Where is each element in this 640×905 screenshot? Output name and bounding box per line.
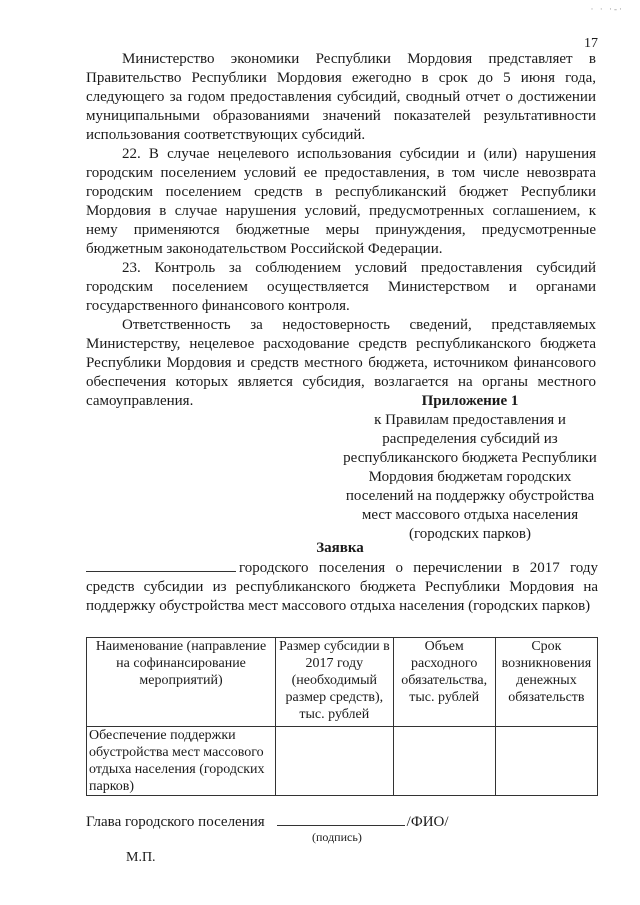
table-cell-term[interactable] [495, 727, 597, 796]
table-cell-volume[interactable] [393, 727, 495, 796]
stamp-place: М.П. [126, 850, 156, 865]
header-name: Наименование (направление на софинансирование мероприятий) [87, 638, 276, 727]
municipality-blank-field[interactable] [86, 557, 236, 572]
body-text [86, 50, 596, 411]
appendix-text: к Правилам предоставления и распределения субсидий из республиканского бюджета Республики Мордовия бюджетам городских поселений на поддержку обустройства мест массового отдыха населения (городских парков) [343, 412, 597, 542]
table-header-row [87, 638, 598, 727]
scan-artifact: · · ·‐· [590, 4, 624, 14]
signature-caption: (подпись) [312, 830, 362, 844]
header-subsidy-amount: Размер субсидии в 2017 году (необходимый размер средств), тыс. рублей [276, 638, 394, 727]
signature-fio: /ФИО/ [406, 814, 449, 830]
page-number: 17 [584, 36, 598, 51]
application-body: городского поселения о перечислении в 2017 году средств субсидии из республиканского бюджета Республики Мордовия на поддержку обустройства мест массового отдыха населения (городских парков) [86, 560, 598, 614]
signature-label: Глава городского поселения [86, 814, 265, 830]
paragraph-22: 22. В случае нецелевого использования субсидии и (или) нарушения городским поселением условий ее предоставления, в том числе невозврата городским поселением средств в республиканский бюджет Республики Мордовия в случае нарушения условий, предусмотренных соглашением, к нему применяются бюджетные меры принуждения, предусмотренные бюджетным законодательством Российской Федерации. [86, 146, 596, 257]
table-cell-name: Обеспечение поддержки обустройства мест массового отдыха населения (городских парков) [87, 727, 276, 796]
appendix-block [335, 392, 605, 544]
signature-line[interactable] [277, 812, 405, 826]
header-obligation-term: Срок возникновения денежных обязательств [495, 638, 597, 727]
paragraph-responsibility: Ответственность за недостоверность сведений, представляемых Министерству, нецелевое расходование средств республиканского бюджета Республики Мордовия и средств местного бюджета, источником финансового обеспечения которых является субсидия, возлагается на органы местного самоуправления. [86, 317, 596, 409]
application-text [86, 557, 598, 616]
signature-block [86, 812, 606, 844]
paragraph-report: Министерство экономики Республики Мордовия представляет в Правительство Республики Мордовия ежегодно в срок до 5 июня года, следующего за годом предоставления субсидий, сводный отчет о достижении муниципальными образованиями значений показателей результативности использования соответствующих субсидий. [86, 51, 596, 143]
table-cell-subsidy[interactable] [276, 727, 394, 796]
header-obligation-volume: Объем расходного обязательства, тыс. рублей [393, 638, 495, 727]
table-row [87, 727, 598, 796]
paragraph-23: 23. Контроль за соблюдением условий предоставления субсидий городским поселением осуществляется Министерством и органами государственного финансового контроля. [86, 260, 596, 314]
subsidy-table [86, 637, 598, 796]
appendix-heading: Приложение 1 [421, 393, 519, 409]
application-title: Заявка [316, 540, 364, 556]
